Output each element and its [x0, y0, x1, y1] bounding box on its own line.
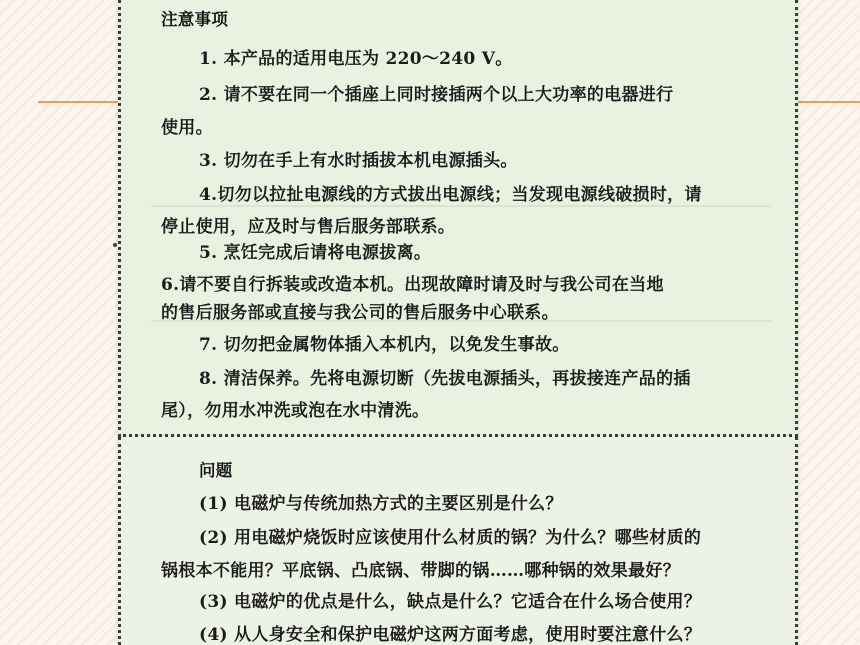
- note-line: 停止使用，应及时与售后服务部联系。: [161, 217, 456, 237]
- note-line: 尾），勿用水冲洗或泡在水中清洗。: [161, 401, 430, 421]
- note-line: 2. 请不要在同一个插座上同时接插两个以上大功率的电器进行: [199, 85, 674, 105]
- question-line: (4) 从人身安全和保护电磁炉这两方面考虑，使用时要注意什么？: [199, 625, 702, 645]
- accent-line-left: [38, 101, 118, 103]
- note-line: 的售后服务部或直接与我公司的售后服务中心联系。: [161, 303, 559, 323]
- note-line: 3. 切勿在手上有水时插拔本机电源插头。: [199, 151, 518, 171]
- note-line: 7. 切勿把金属物体插入本机内，以免发生事故。: [199, 335, 570, 355]
- question-line: (3) 电磁炉的优点是什么，缺点是什么？它适合在什么场合使用？: [199, 592, 702, 612]
- notes-box: [118, 0, 798, 437]
- bleed-through: [151, 205, 771, 207]
- questions-heading: 问题: [199, 461, 233, 480]
- note-line: 6.请不要自行拆装或改造本机。出现故障时请及时与我公司在当地: [161, 275, 664, 295]
- slide-margin-left: [0, 0, 118, 645]
- question-line: 锅根本不能用？平底锅、凸底锅、带脚的锅……哪种锅的效果最好？: [161, 561, 680, 581]
- note-line: 使用。: [161, 118, 213, 138]
- slide-margin-right: [798, 0, 860, 645]
- note-line: 4.切勿以拉扯电源线的方式拔出电源线；当发现电源线破损时，请: [199, 185, 702, 205]
- accent-line-right: [798, 101, 860, 103]
- note-line: 8. 清洁保养。先将电源切断（先拔电源插头，再拔接连产品的插: [199, 369, 691, 389]
- scanned-page: [118, 0, 798, 645]
- question-line: (2) 用电磁炉烧饭时应该使用什么材质的锅？为什么？哪些材质的: [199, 528, 702, 548]
- questions-box: [118, 437, 798, 645]
- note-line: 5. 烹饪完成后请将电源拔离。: [199, 243, 432, 263]
- notes-heading: 注意事项: [161, 10, 229, 29]
- question-line: (1) 电磁炉与传统加热方式的主要区别是什么？: [199, 494, 563, 514]
- stray-dot: [113, 243, 117, 247]
- note-line: 1. 本产品的适用电压为 220～240 V。: [199, 49, 513, 69]
